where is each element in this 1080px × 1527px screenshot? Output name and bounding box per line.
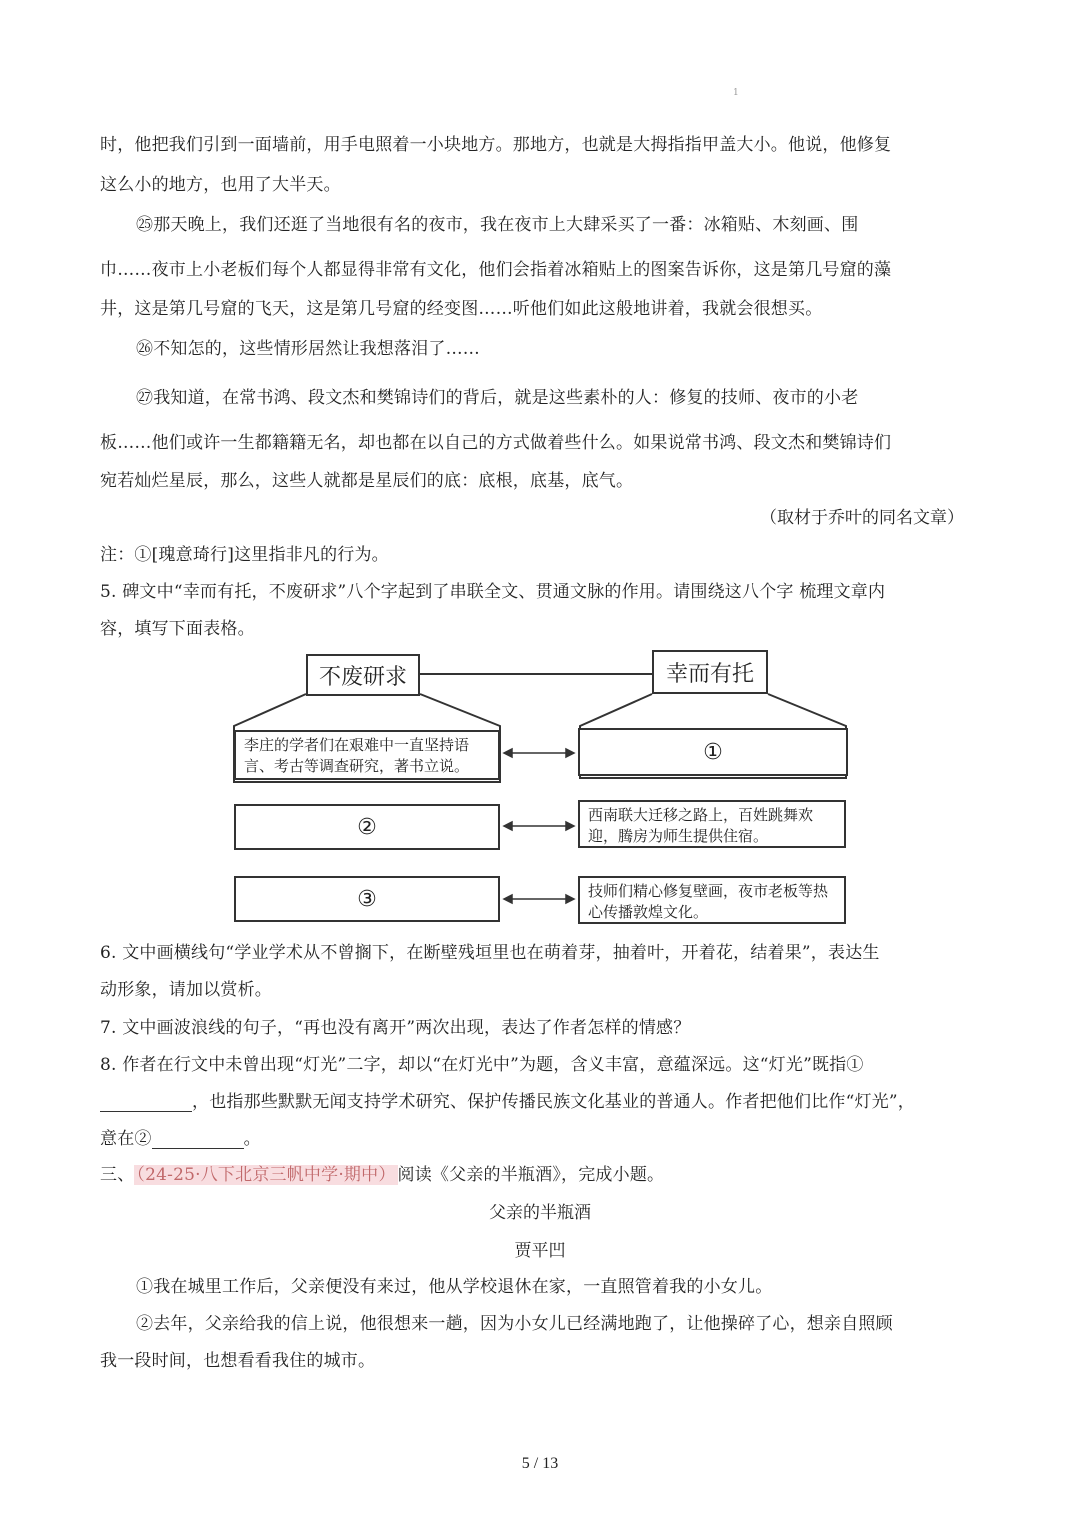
question-8-text: 意在② — [100, 1129, 152, 1149]
story-author: 贾平凹 — [514, 1241, 566, 1261]
section-instruction: 阅读《父亲的半瓶酒》，完成小题。 — [397, 1165, 665, 1185]
answer-blank-1[interactable] — [100, 1094, 192, 1112]
question-6-line: 动形象，请加以赏析。 — [100, 980, 272, 1000]
passage-line: 井，这是第几号窟的飞天，这是第几号窟的经变图……听他们如此这般地讲着，我就会很想买。 — [100, 299, 823, 319]
passage-line: 时，他把我们引到一面墙前，用手电照着一小块地方。那地方，也就是大拇指指甲盖大小。他说，他修复 — [100, 135, 892, 155]
source-citation: （取材于乔叶的同名文章） — [760, 508, 964, 528]
section-number: 三、 — [100, 1165, 135, 1185]
question-8-line-1: 8. 作者在行文中未曾出现“灯光”二字，却以“在灯光中”为题，含义丰富，意蕴深远。这“灯光”既指① — [100, 1055, 864, 1075]
question-8-line-2 — [100, 1087, 915, 1112]
diagram-right-cell-3: 技师们精心修复壁画，夜市老板等热心传播敦煌文化。 — [578, 876, 846, 924]
page-mark: 1 — [733, 88, 739, 98]
question-8-text: 。 — [243, 1129, 261, 1149]
question-7: 7. 文中画波浪线的句子，“再也没有离开”两次出现，表达了作者怎样的情感？ — [100, 1018, 691, 1038]
diagram-left-title: 不废研求 — [306, 654, 420, 696]
question-5-line: 容，填写下面表格。 — [100, 619, 255, 639]
question-6-line: 6. 文中画横线句“学业学术从不曾搁下，在断壁残垣里也在萌着芽，抽着叶，开着花，结着果”，表达生 — [100, 943, 880, 963]
story-line: ①我在城里工作后，父亲便没有来过，他从学校退休在家，一直照管着我的小女儿。 — [136, 1277, 773, 1297]
passage-line: 这么小的地方，也用了大半天。 — [100, 175, 341, 195]
diagram-right-cell-2: 西南联大迁移之路上，百姓跳舞欢迎，腾房为师生提供住宿。 — [578, 800, 846, 848]
passage-line: 宛若灿烂星辰，那么，这些人就都是星辰们的底：底根，底基，底气。 — [100, 471, 634, 491]
footnote: 注：①[瑰意琦行]这里指非凡的行为。 — [100, 545, 389, 565]
diagram-right-cell-1-blank: ① — [578, 728, 848, 776]
diagram-right-title: 幸而有托 — [652, 650, 768, 694]
diagram-left-cell-3-blank: ③ — [234, 876, 500, 922]
passage-line: ㉕那天晚上，我们还逛了当地很有名的夜市，我在夜市上大肆采买了一番：冰箱贴、木刻画、围 — [136, 215, 859, 235]
answer-blank-2[interactable] — [152, 1131, 244, 1149]
story-title: 父亲的半瓶酒 — [489, 1203, 591, 1223]
passage-line: 板……他们或许一生都籍籍无名，却也都在以自己的方式做着些什么。如果说常书鸿、段文杰和樊锦诗们 — [100, 433, 892, 453]
page-number: 5 / 13 — [521, 1455, 559, 1472]
passage-line: ㉗我知道，在常书鸿、段文杰和樊锦诗们的背后，就是这些素朴的人：修复的技师、夜市的小老 — [136, 388, 859, 408]
diagram-left-cell-1: 李庄的学者们在艰难中一直坚持语言、考古等调查研究，著书立说。 — [234, 730, 500, 780]
passage-line: ㉖不知怎的，这些情形居然让我想落泪了…… — [136, 339, 480, 359]
question-8-text: ，也指那些默默无闻支持学术研究、保护传播民族文化基业的普通人。作者把他们比作“灯光”， — [192, 1092, 915, 1112]
story-line: 我一段时间，也想看看我住的城市。 — [100, 1351, 376, 1371]
question-5-line: 5. 碑文中“幸而有托，不废研求”八个字起到了串联全文、贯通文脉的作用。请围绕这八个字 梳理文章内 — [100, 582, 886, 602]
question-8-line-3 — [100, 1124, 261, 1149]
section-3-heading — [100, 1160, 664, 1185]
passage-line: 巾……夜市上小老板们每个人都显得非常有文化，他们会指着冰箱贴上的图案告诉你，这是第几号窟的藻 — [100, 260, 892, 280]
story-line: ②去年，父亲给我的信上说，他很想来一趟，因为小女儿已经满地跑了，让他操碎了心，想亲自照顾 — [136, 1314, 893, 1334]
diagram-left-cell-2-blank: ② — [234, 804, 500, 850]
source-tag: （24-25·八下北京三帆中学·期中） — [136, 1165, 396, 1185]
